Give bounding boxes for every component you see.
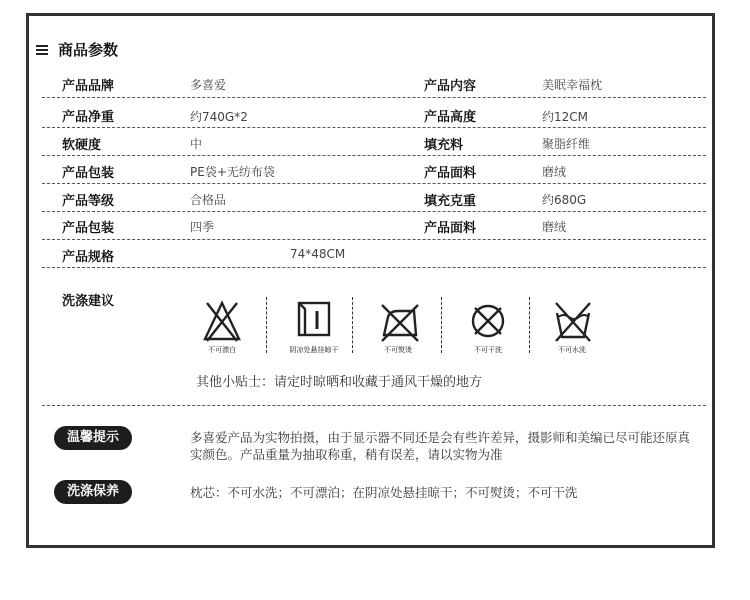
care-text: 枕芯：不可水洗；不可漂泊；在阴凉处悬挂晾干；不可熨烫；不可干洗 bbox=[190, 485, 578, 500]
param-value: 约680G bbox=[542, 193, 587, 207]
param-value: 中 bbox=[190, 137, 203, 151]
param-value: 磨绒 bbox=[542, 220, 567, 234]
care-caption: 不可漂白 bbox=[208, 346, 236, 354]
row-divider bbox=[42, 155, 706, 156]
no-dry-clean-icon bbox=[468, 299, 508, 343]
care-divider bbox=[441, 297, 442, 353]
no-wash-icon bbox=[552, 299, 594, 343]
menu-icon bbox=[36, 45, 48, 55]
param-label: 产品内容 bbox=[424, 79, 477, 94]
param-value: 磨绒 bbox=[542, 165, 567, 179]
param-value: PE袋+无纺布袋 bbox=[190, 165, 275, 179]
param-value: 合格品 bbox=[190, 193, 227, 207]
row-divider bbox=[42, 267, 706, 268]
param-label: 产品包装 bbox=[62, 166, 115, 181]
row-divider bbox=[42, 127, 706, 128]
care-caption: 不可水洗 bbox=[558, 346, 586, 354]
notice-text: 多喜爱产品为实物拍摄，由于显示器不同还是会有些许差异，摄影师和美编已尽可能还原真实颜色。产品重量为抽取称重，稍有误差，请以实物为准 bbox=[190, 430, 691, 462]
care-caption: 阴凉处悬挂晾干 bbox=[289, 346, 339, 354]
care-caption: 不可干洗 bbox=[474, 346, 502, 354]
care-badge: 洗涤保养 bbox=[54, 480, 132, 504]
care-divider bbox=[352, 297, 353, 353]
no-iron-icon bbox=[378, 299, 422, 343]
row-divider bbox=[42, 211, 706, 212]
param-value: 74*48CM bbox=[290, 247, 346, 261]
param-value: 约740G*2 bbox=[190, 110, 248, 124]
param-label: 产品包装 bbox=[62, 221, 115, 236]
param-label: 填充克重 bbox=[424, 194, 477, 209]
param-label: 产品规格 bbox=[62, 250, 115, 265]
param-value: 美眠幸福枕 bbox=[542, 78, 603, 92]
row-divider bbox=[42, 239, 706, 240]
param-label: 产品品牌 bbox=[62, 79, 115, 94]
wash-label: 洗涤建议 bbox=[62, 294, 115, 309]
care-symbol bbox=[366, 297, 430, 357]
care-divider bbox=[266, 297, 267, 353]
no-bleach-icon bbox=[202, 299, 242, 343]
param-label: 填充料 bbox=[424, 138, 464, 153]
param-value: 约12CM bbox=[542, 110, 589, 124]
wash-tip: 其他小贴士：请定时晾晒和收藏于通风干燥的地方 bbox=[196, 375, 483, 390]
param-label: 产品面料 bbox=[424, 221, 477, 236]
shade-hang-dry-icon bbox=[294, 299, 334, 343]
product-info-frame bbox=[26, 13, 715, 548]
care-symbol bbox=[456, 297, 520, 357]
param-label: 软硬度 bbox=[62, 138, 102, 153]
section-title: 商品参数 bbox=[58, 41, 119, 59]
care-symbol bbox=[190, 297, 254, 357]
care-caption: 不可熨烫 bbox=[384, 346, 412, 354]
care-symbol bbox=[540, 297, 604, 357]
param-value: 聚脂纤维 bbox=[542, 137, 591, 151]
care-divider bbox=[529, 297, 530, 353]
param-label: 产品净重 bbox=[62, 110, 115, 125]
section-divider bbox=[42, 405, 706, 406]
param-label: 产品面料 bbox=[424, 166, 477, 181]
notice-badge: 温馨提示 bbox=[54, 426, 132, 450]
row-divider bbox=[42, 97, 706, 98]
param-value: 多喜爱 bbox=[190, 78, 227, 92]
care-symbol bbox=[282, 297, 346, 357]
param-value: 四季 bbox=[190, 220, 215, 234]
param-label: 产品等级 bbox=[62, 194, 115, 209]
row-divider bbox=[42, 183, 706, 184]
param-label: 产品高度 bbox=[424, 110, 477, 125]
